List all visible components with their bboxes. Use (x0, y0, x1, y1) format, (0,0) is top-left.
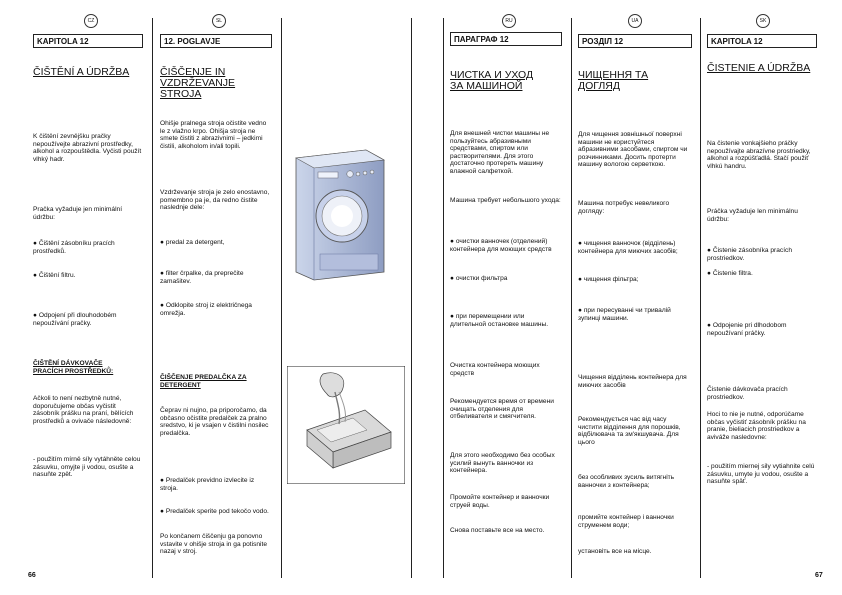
chapter-title: ČISTENIE A ÚDRŽBA (707, 62, 811, 74)
maintenance-text: Práčka vyžaduje len minimálnu údržbu: (707, 208, 798, 223)
section-text: - použitím miernej sily vytiahnite celú zásuvku, umyte ju vodou, osušte a nasuňte späť. (707, 463, 815, 486)
maintenance-item: ● чищення фільтра; (578, 276, 690, 284)
maintenance-item: ● при пересуванні чи тривалій зупинці машини. (578, 307, 690, 322)
column-divider (152, 18, 153, 578)
maintenance-item: ● Čistenie zásobníka pracích prostriedkov. (707, 247, 819, 262)
section-heading: ČIŠTĚNÍ DÁVKOVAČE PRACÍCH PROSTŘEDKŮ: (33, 360, 114, 375)
language-badge-cz: CZ (84, 14, 98, 28)
column-divider (281, 18, 282, 578)
section-text: Рекомендуется время от времени очищать отделения для отбеливателя и смягчителя. (450, 398, 554, 421)
section-text: Промойте контейнер и ванночки струей воды. (450, 494, 550, 509)
maintenance-text: Vzdrževanje stroja je zelo enostavno, pomembno pa je, da redno čistite naslednje dele: (160, 189, 270, 212)
language-badge-sk: SK (756, 14, 770, 28)
section-heading: ČIŠČENJE PREDALČKA ZA DETERGENT (160, 374, 247, 389)
page-number-left: 66 (28, 572, 36, 579)
section-item: ● Predalček previdno izvlecite iz stroja. (160, 477, 270, 492)
chapter-title: ČIŠTĚNÍ A ÚDRŽBA (33, 66, 130, 78)
intro-text: Для внешней чистки машины не пользуйтесь абразивными средствами, спиртом или растворителями. Для этого достаточно протереть машину влажной салфеткой. (450, 130, 550, 175)
section-text: Снова поставьте все на место. (450, 527, 545, 534)
section-text: Очистка контейнера моющих средств (450, 362, 540, 377)
section-text: Čeprav ni nujno, pa priporočamo, da občasno očistite predalček za pralno sredstvo, ki je vsajen v čistilni nosilec predalčka. (160, 407, 269, 437)
chapter-header: ПАРАГРАФ 12 (450, 32, 562, 46)
maintenance-item: ● чищення ванночок (відділень) контейнера для миючих засобів; (578, 240, 690, 255)
language-badge-ua: UA (628, 14, 642, 28)
page-number-right: 67 (815, 572, 823, 579)
section-text: Po končanem čiščenju ga ponovno vstavite v ohišje stroja in ga potisnite nazaj v stroj. (160, 533, 268, 556)
washing-machine-illustration (288, 144, 388, 284)
column-divider (411, 18, 412, 578)
column-divider (700, 18, 701, 578)
chapter-title: ЧИЩЕННЯ ТА ДОГЛЯД (578, 69, 649, 92)
section-text: Рекомендується час від часу чистити відділення для порошків, відбілювача та зм'якшувача. Для цього (578, 416, 681, 446)
intro-text: Ohišje pralnega stroja očistite vedno le z vlažno krpo. Ohišja stroja ne smete čistiti z abrazivnimi – jedkimi čistili, alkoholom in/ali topili. (160, 120, 267, 150)
section-text: промийте контейнер і ванночки струменем води; (578, 514, 674, 529)
section-text: установіть все на місце. (578, 548, 652, 555)
chapter-title: ЧИСТКА И УХОД ЗА МАШИНОЙ (450, 69, 534, 92)
maintenance-item: ● Čištění filtru. (33, 272, 145, 280)
language-badge-ru: RU (502, 14, 516, 28)
chapter-title: ČIŠČENJE IN VZDRŽEVANJE STROJA (160, 66, 236, 100)
section-text: Hoci to nie je nutné, odporúčame občas vyčistiť zásobník prášku na pranie, bieliacich prostriedkov a aviváže nasledovne: (707, 411, 806, 441)
section-text: Ačkoli to není nezbytně nutné, doporučujeme občas vyčistit zásobník prášku na praní, bělících prostředků a ovivače následovně: (33, 395, 134, 425)
detergent-drawer-illustration (287, 366, 405, 484)
column-divider (571, 18, 572, 578)
maintenance-item: ● при перемещении или длительной остановке машины. (450, 313, 562, 328)
chapter-header: KAPITOLA 12 (707, 34, 817, 48)
section-text: без особливих зусиль витягніть ванночки з контейнера; (578, 474, 675, 489)
maintenance-text: Pračka vyžaduje jen minimální údržbu: (33, 206, 123, 221)
section-text: - použitím mírně síly vytáhněte celou zásuvku, omyjte ji vodou, osušte a nasuňte zpět. (33, 456, 141, 479)
column-divider (443, 18, 444, 578)
maintenance-item: ● Odpojení při dlouhodobém nepoužívání pračky. (33, 312, 145, 327)
section-text: Čistenie dávkovača pracích prostriedkov. (707, 386, 788, 401)
maintenance-item: ● очистки ванночек (отделений) контейнера для моющих средств (450, 238, 562, 253)
section-text: Чищення відділень контейнера для миючих засобів (578, 374, 687, 389)
intro-text: Для чищення зовнішньої поверхні машини не користуйтеся абразивними засобами, спиртом чи розчинниками. Досить протерти машину вологою серветкою. (578, 131, 688, 169)
maintenance-item: ● filter črpalke, da preprečite zamašitev. (160, 270, 272, 285)
maintenance-item: ● Čištění zásobníku pracích prostředků. (33, 240, 145, 255)
maintenance-item: ● Čistenie filtra. (707, 270, 819, 278)
maintenance-item: ● Odpojenie pri dlhodobom nepoužívaní práčky. (707, 322, 819, 337)
section-text: Для этого необходимо без особых усилий вынуть ванночки из контейнера. (450, 452, 555, 475)
chapter-header: 12. POGLAVJE (160, 34, 272, 48)
maintenance-item: ● очистки фильтра (450, 275, 562, 283)
chapter-header: KAPITOLA 12 (33, 34, 143, 48)
chapter-header: РОЗДІЛ 12 (578, 34, 692, 48)
maintenance-item: ● Odklopite stroj iz električnega omrežja. (160, 302, 272, 317)
intro-text: K čištění zevnějšku pračky nepoužívejte abrazivní prostředky, alkohol a rozpouštědla. Vyčisti použít vlhký hadr. (33, 133, 142, 163)
maintenance-text: Машина потребує невеликого догляду: (578, 200, 670, 215)
maintenance-text: Машина требует небольшого ухода: (450, 197, 561, 204)
language-badge-sl: SL (212, 14, 226, 28)
maintenance-item: ● predal za detergent, (160, 239, 272, 247)
intro-text: Na čistenie vonkajšieho práčky nepoužívajte abrazívne prostriedky, alkohol a rozpúšťadlá. Stačí použiť vlhkú handru. (707, 140, 811, 170)
section-item: ● Predalček sperite pod tekočo vodo. (160, 508, 270, 516)
